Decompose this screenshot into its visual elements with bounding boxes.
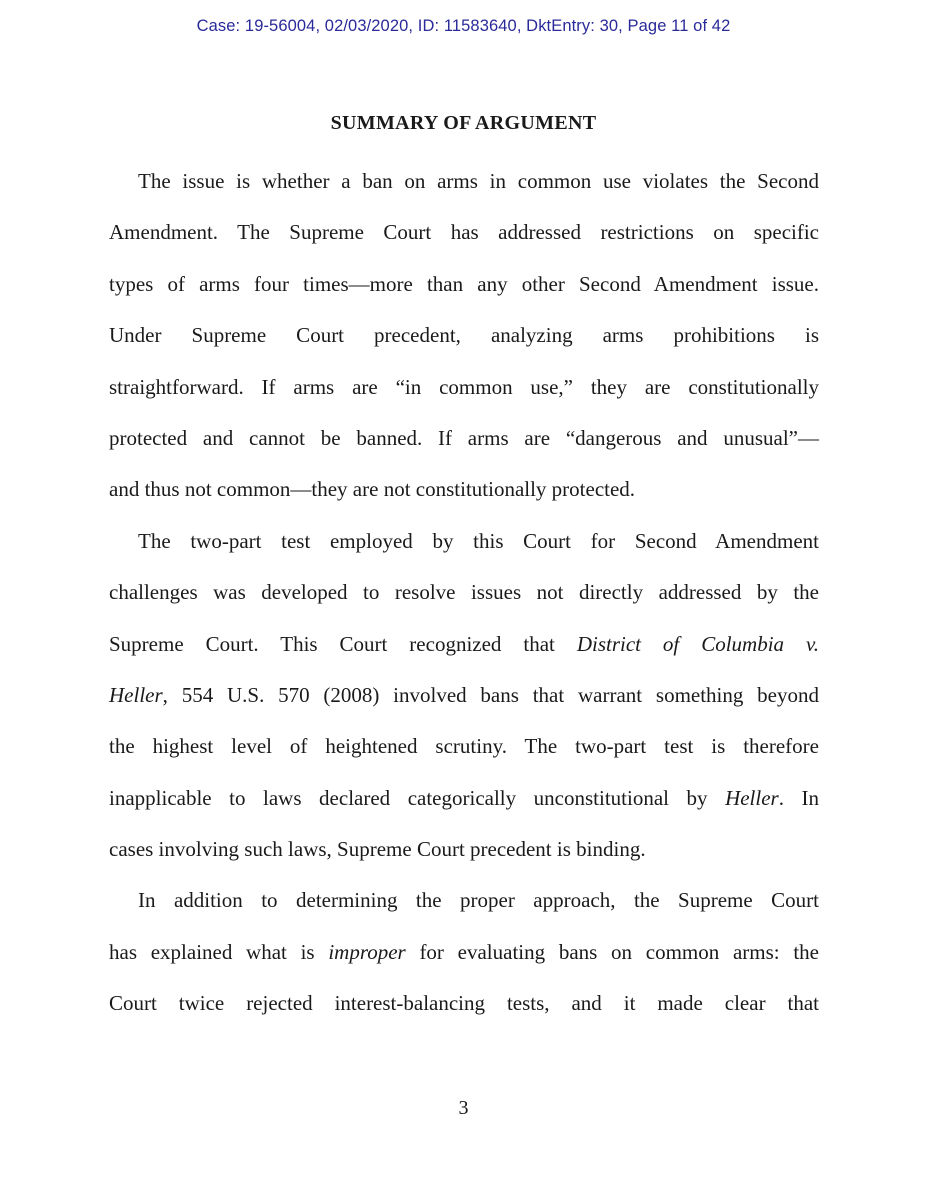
case-citation-italic: District of Columbia v. — [576, 631, 820, 656]
emphasis-italic: improper — [328, 939, 406, 964]
text-run: . In — [778, 785, 819, 810]
text-line — [109, 927, 819, 978]
text-run: has explained what is — [109, 939, 329, 964]
document-body — [109, 156, 819, 1030]
text-run: inapplicable to laws declared categorically unconstitutional by — [109, 785, 726, 810]
text-line: the highest level of heightened scrutiny. The two-part test is therefore — [109, 734, 819, 759]
case-header: Case: 19-56004, 02/03/2020, ID: 11583640, DktEntry: 30, Page 11 of 42 — [196, 17, 731, 35]
text-run: for evaluating bans on common arms: the — [405, 939, 819, 964]
text-line: Under Supreme Court precedent, analyzing arms prohibitions is — [109, 323, 819, 348]
text-line: challenges was developed to resolve issues not directly addressed by the — [109, 580, 819, 605]
case-citation-italic: Heller — [725, 785, 779, 810]
page-number: 3 — [458, 1097, 469, 1119]
text-line: straightforward. If arms are “in common use,” they are constitutionally — [109, 374, 819, 399]
text-line — [109, 670, 819, 721]
text-line — [109, 773, 819, 824]
text-run: , 554 U.S. 570 (2008) involved bans that warrant something beyond — [162, 682, 819, 707]
text-line: protected and cannot be banned. If arms are “dangerous and unusual”— — [109, 425, 819, 450]
text-line: types of arms four times—more than any other Second Amendment issue. — [109, 271, 819, 296]
text-line: cases involving such laws, Supreme Court precedent is binding. — [109, 837, 646, 862]
paragraph-2 — [109, 516, 819, 876]
text-run: Supreme Court. This Court recognized that — [109, 631, 577, 656]
text-line: Amendment. The Supreme Court has addressed restrictions on specific — [109, 220, 819, 245]
text-line — [109, 619, 819, 670]
text-line: and thus not common—they are not constitutionally protected. — [109, 477, 636, 502]
text-line: The issue is whether a ban on arms in common use violates the Second — [138, 169, 819, 193]
paragraph-1 — [109, 156, 819, 516]
text-line: Court twice rejected interest-balancing tests, and it made clear that — [109, 991, 819, 1016]
text-line: In addition to determining the proper approach, the Supreme Court — [138, 888, 819, 913]
text-line: The two-part test employed by this Court for Second Amendment — [138, 528, 819, 553]
paragraph-3 — [109, 875, 819, 1029]
case-citation-italic: Heller — [109, 682, 163, 707]
section-title: SUMMARY OF ARGUMENT — [330, 112, 597, 134]
